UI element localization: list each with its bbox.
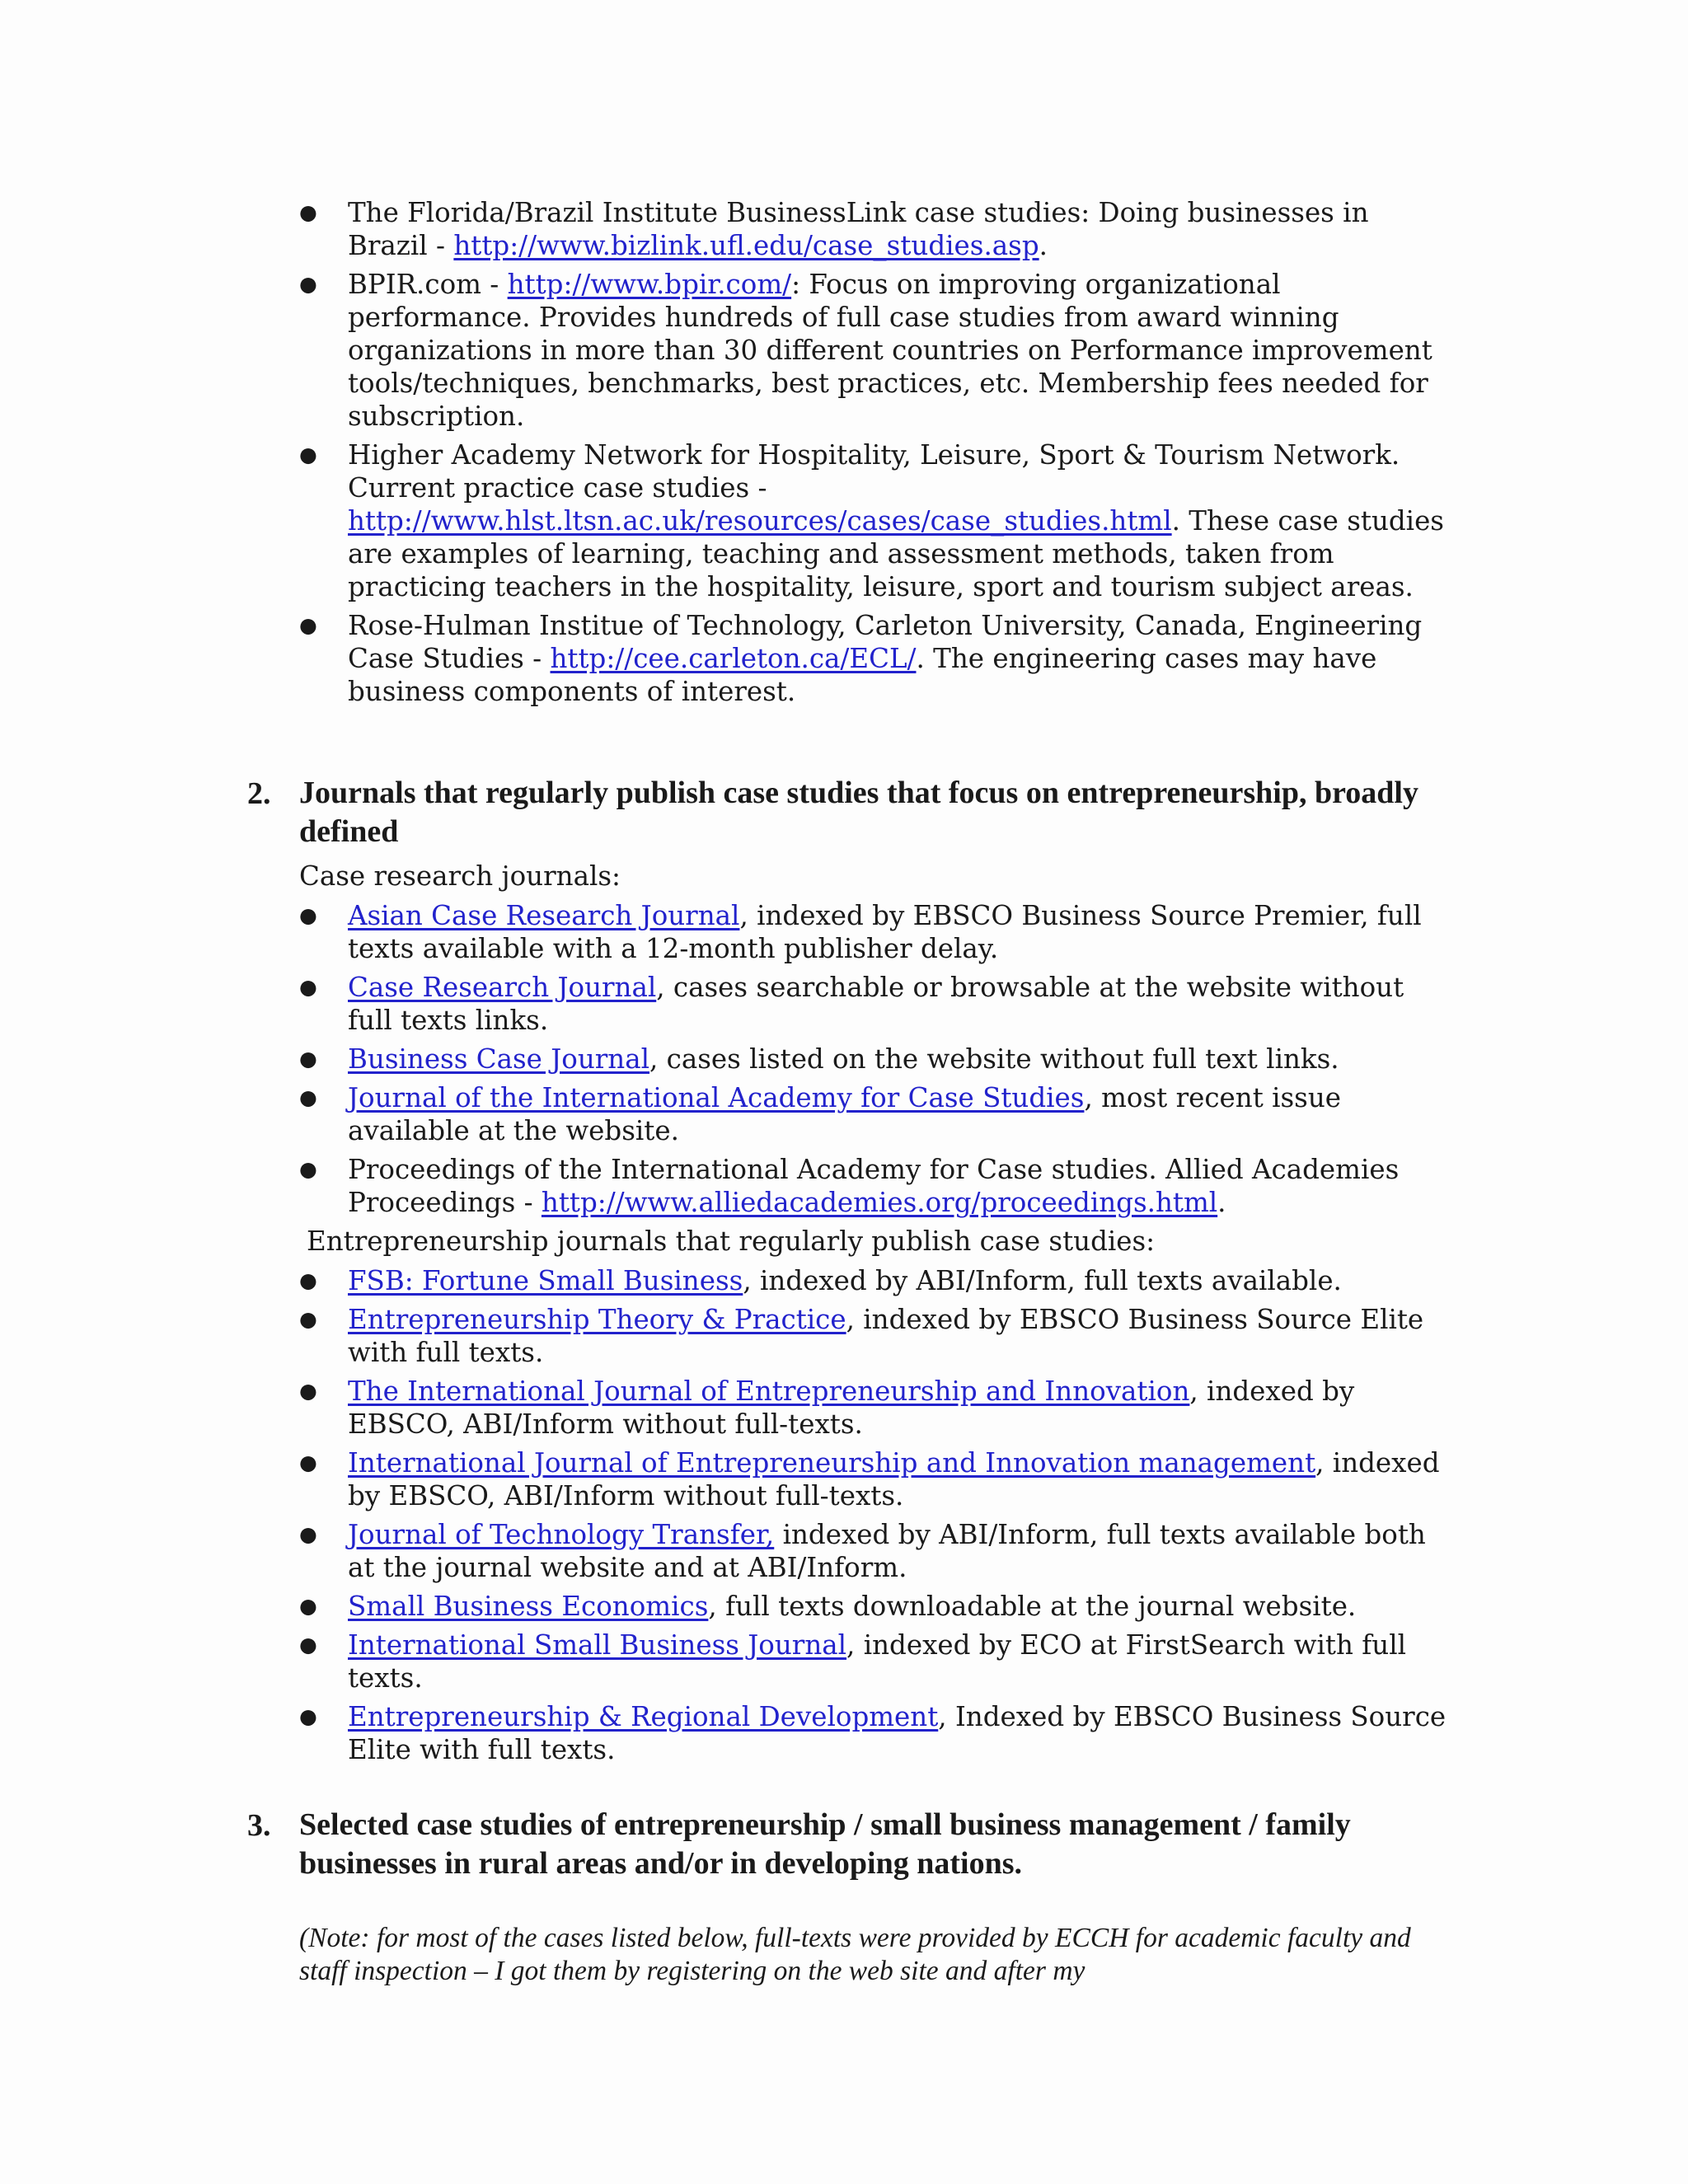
- item-text: : Focus on improving organizational performance. Provides hundreds of full case studies from award winning organizations in more than 30 different countries on Performance improvement tools/techniques, benchmarks, best practices, etc. Membership fees needed for subscription.: [348, 269, 1432, 432]
- item-link[interactable]: http://www.bizlink.ufl.edu/case_studies.asp: [453, 230, 1039, 261]
- bullet-icon: ●: [299, 1268, 317, 1292]
- journal-item: [247, 1081, 1451, 1147]
- journal-item: [247, 1700, 1451, 1766]
- item-link[interactable]: Entrepreneurship Theory & Practice: [348, 1304, 846, 1335]
- item-text: . The engineering cases may have business components of interest.: [348, 643, 1377, 707]
- item-text: , most recent issue available at the website.: [348, 1082, 1342, 1146]
- bullet-icon: ●: [299, 200, 317, 224]
- section-title: Journals that regularly publish case studies that focus on entrepreneurship, broadly defined: [299, 776, 1418, 849]
- item-text: , indexed by EBSCO Business Source Elite with full texts.: [348, 1304, 1424, 1368]
- journal-item: [247, 1043, 1451, 1076]
- item-link[interactable]: http://cee.carleton.ca/ECL/: [550, 643, 917, 674]
- bullet-icon: ●: [299, 1157, 317, 1181]
- item-link[interactable]: Entrepreneurship & Regional Development: [348, 1701, 939, 1732]
- item-link[interactable]: Journal of Technology Transfer,: [348, 1519, 775, 1550]
- bullet-icon: ●: [299, 613, 317, 637]
- journal-item: [247, 899, 1451, 965]
- bullet-icon: ●: [299, 1633, 317, 1657]
- entrepreneurship-journal-list: [247, 1264, 1451, 1766]
- item-link[interactable]: http://www.bpir.com/: [507, 269, 792, 300]
- item-link[interactable]: Business Case Journal: [348, 1043, 649, 1075]
- item-text: , cases searchable or browsable at the website without full texts links.: [348, 972, 1404, 1036]
- journal-item: [247, 1629, 1451, 1694]
- item-text: , indexed by ABI/Inform, full texts available.: [743, 1265, 1342, 1296]
- item-link[interactable]: International Journal of Entrepreneurship and Innovation management: [348, 1447, 1316, 1479]
- journal-item: [247, 1518, 1451, 1584]
- section-title: Selected case studies of entrepreneurship / small business management / family businesses in rural areas and/or in developing nations.: [299, 1807, 1351, 1881]
- item-text: .: [1217, 1187, 1226, 1218]
- item-text: , full texts downloadable at the journal website.: [708, 1591, 1357, 1622]
- resource-item: [247, 268, 1451, 433]
- item-link[interactable]: Journal of the International Academy for Case Studies: [348, 1082, 1085, 1113]
- journal-item: [247, 971, 1451, 1037]
- bullet-icon: ●: [299, 443, 317, 466]
- case-journals-label: Case research journals:: [299, 860, 621, 892]
- bullet-icon: ●: [299, 903, 317, 927]
- item-link[interactable]: Asian Case Research Journal: [348, 900, 740, 931]
- item-text: , cases listed on the website without full text links.: [649, 1043, 1339, 1075]
- item-text: , Indexed by EBSCO Business Source Elite with full texts.: [348, 1701, 1447, 1765]
- section-2: [247, 774, 1451, 851]
- item-link[interactable]: Case Research Journal: [348, 972, 657, 1003]
- journal-item: [247, 1375, 1451, 1441]
- item-text: BPIR.com -: [348, 269, 508, 300]
- item-text: Higher Academy Network for Hospitality, Leisure, Sport & Tourism Network. Current practice case studies -: [348, 439, 1400, 504]
- resource-item: [247, 438, 1451, 603]
- section-3: [247, 1806, 1451, 1883]
- bullet-icon: ●: [299, 1522, 317, 1546]
- item-text: , indexed by EBSCO, ABI/Inform without full-texts.: [348, 1376, 1355, 1440]
- journal-item: [247, 1153, 1451, 1219]
- bullet-icon: ●: [299, 1085, 317, 1109]
- bullet-icon: ●: [299, 1307, 317, 1331]
- section-note: (Note: for most of the cases listed below, full-texts were provided by ECCH for academic faculty and staff inspection – I got them by registering on the web site and after my: [299, 1923, 1411, 1986]
- resource-item: [247, 609, 1451, 708]
- bullet-icon: ●: [299, 1379, 317, 1403]
- bullet-icon: ●: [299, 975, 317, 999]
- case-journal-list: [247, 899, 1451, 1219]
- item-text: , indexed by EBSCO, ABI/Inform without full-texts.: [348, 1447, 1440, 1511]
- section-number: 2.: [247, 776, 271, 811]
- page-content: [247, 196, 1451, 2016]
- item-link[interactable]: The International Journal of Entrepreneurship and Innovation: [348, 1376, 1190, 1407]
- entre-journals-label: Entrepreneurship journals that regularly publish case studies:: [307, 1226, 1156, 1257]
- journal-item: [247, 1446, 1451, 1512]
- item-link[interactable]: International Small Business Journal: [348, 1629, 847, 1661]
- item-text: Rose-Hulman Institue of Technology, Carleton University, Canada, Engineering Case Studies -: [348, 610, 1423, 674]
- item-link[interactable]: http://www.hlst.ltsn.ac.uk/resources/cases/case_studies.html: [348, 505, 1172, 537]
- item-link[interactable]: Small Business Economics: [348, 1591, 709, 1622]
- item-text: , indexed by ECO at FirstSearch with full texts.: [348, 1629, 1406, 1694]
- item-link[interactable]: FSB: Fortune Small Business: [348, 1265, 743, 1296]
- bullet-icon: ●: [299, 1594, 317, 1618]
- item-text: . These case studies are examples of learning, teaching and assessment methods, taken from practicing teachers in the hospitality, leisure, sport and tourism subject areas.: [348, 505, 1444, 602]
- item-link[interactable]: http://www.alliedacademies.org/proceedings.html: [541, 1187, 1218, 1218]
- journal-item: [247, 1590, 1451, 1623]
- resource-item: [247, 196, 1451, 262]
- bullet-icon: ●: [299, 1704, 317, 1728]
- item-text: The Florida/Brazil Institute BusinessLink case studies: Doing businesses in Brazil -: [348, 197, 1369, 261]
- section-number: 3.: [247, 1808, 271, 1843]
- intro-resource-list: [247, 196, 1451, 708]
- item-text: .: [1039, 230, 1048, 261]
- bullet-icon: ●: [299, 1451, 317, 1474]
- bullet-icon: ●: [299, 272, 317, 296]
- bullet-icon: ●: [299, 1047, 317, 1071]
- journal-item: [247, 1303, 1451, 1369]
- item-text: indexed by ABI/Inform, full texts available both at the journal website and at ABI/Inform.: [348, 1519, 1426, 1583]
- item-text: , indexed by EBSCO Business Source Premier, full texts available with a 12-month publisher delay.: [348, 900, 1422, 964]
- journal-item: [247, 1264, 1451, 1297]
- item-text: Proceedings of the International Academy for Case studies. Allied Academies Proceedings -: [348, 1154, 1400, 1218]
